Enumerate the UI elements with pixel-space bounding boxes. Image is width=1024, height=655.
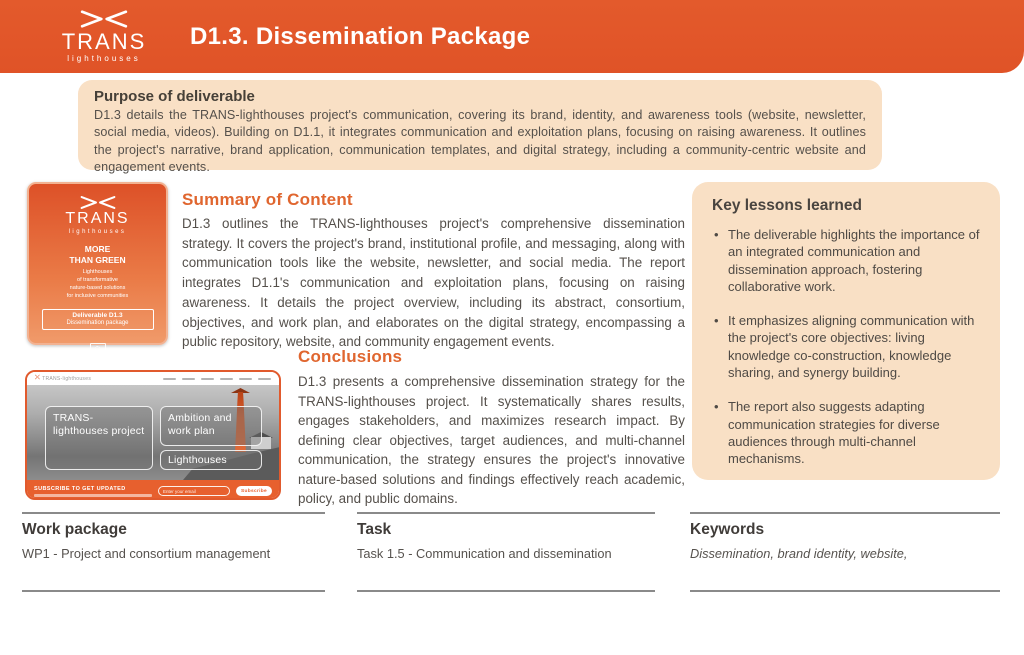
- website-nav-menu-placeholder: [163, 378, 271, 380]
- subscribe-heading: SUBSCRIBE TO GET UPDATED: [34, 485, 126, 492]
- task-value: Task 1.5 - Communication and dissemination: [357, 546, 612, 561]
- task-heading: Task: [357, 521, 392, 538]
- cover-deliverable-box: [42, 309, 154, 330]
- task-section: [357, 512, 655, 592]
- purpose-heading: Purpose of deliverable: [94, 88, 255, 105]
- work-package-value: WP1 - Project and consortium management: [22, 546, 271, 561]
- website-nav-logo: ⤫ TRANS-lighthouses: [35, 375, 92, 382]
- keywords-section: [690, 512, 1000, 592]
- trans-lighthouses-logo: [52, 9, 156, 63]
- summary-body: D1.3 outlines the TRANS-lighthouses project's comprehensive dissemination strategy. It covers the project's brand, institutional profile, and messaging, along with communication tools like the website, newsletter, and social media. The report integrates D1.1's communication and exploitation plans, focusing on raising awareness. It details the project overview, including its abstract, consortium, objectives, and work plan, and elaborates on the digital strategy, encompassing a public repository, website, and community engagement events.: [182, 216, 685, 350]
- cover-deliverable-label: Deliverable D1.3: [72, 311, 123, 319]
- cover-brand-text: TRANS: [65, 210, 130, 227]
- conclusions-body: D1.3 presents a comprehensive dissemination strategy for the TRANS-lighthouses project. It systematically shares results, engages stakeholders, and maximizes research impact. By defining clear objectives, target audiences, and multi-channel communication, the strategy ensures the project's innovative nature-based solutions and findings effectively reach academic, policy, and public domains.: [298, 374, 685, 507]
- key-lessons-panel: [692, 182, 1000, 480]
- subscribe-text-block: [34, 486, 152, 497]
- keywords-heading: Keywords: [690, 521, 765, 538]
- summary-heading: Summary of Content: [182, 190, 353, 209]
- lesson-bullet: • It emphasizes aligning communication with the project's core objectives: living knowledge co-construction, knowledge sharing, and synergy building.: [712, 312, 980, 381]
- trans-logo-icon: [75, 9, 133, 29]
- eu-flag-icon: [90, 343, 106, 354]
- website-hero: [27, 385, 279, 480]
- key-lessons-heading: Key lessons learned: [712, 197, 862, 214]
- logo-brand-text: TRANS: [61, 29, 147, 54]
- website-screenshot-thumbnail: [25, 370, 281, 500]
- page-title: D1.3. Dissemination Package: [190, 22, 531, 50]
- hero-card-lighthouses: Lighthouses: [160, 450, 262, 470]
- hero-card-ambition: Ambition and work plan: [160, 406, 262, 446]
- cover-description: Lighthouses of transformative nature-based solutions for inclusive communities: [66, 268, 129, 299]
- work-package-heading: Work package: [22, 521, 127, 538]
- work-package-section: [22, 512, 325, 592]
- logo-sub-text: lighthouses: [67, 54, 141, 64]
- lesson-bullet: • The deliverable highlights the importance of an integrated communication and dissemination approach, fostering collaborative work.: [712, 226, 980, 295]
- lesson-bullet: • The report also suggests adapting communication strategies for diverse audiences through multi-channel mechanisms.: [712, 398, 980, 467]
- cover-logo-icon: [77, 195, 119, 210]
- purpose-body: D1.3 details the TRANS-lighthouses project's communication, covering its brand, identity, and awareness tools (website, newsletter, social media, videos). Building on D1.1, it integrates communication and exploitation plans, focusing on raising awareness. It outlines the project's narrative, brand application, communication templates, and digital strategy, including a community-centric website and engagement events.: [94, 108, 866, 174]
- subscribe-button: Subscribe: [236, 486, 272, 496]
- keywords-value: Dissemination, brand identity, website,: [690, 546, 908, 561]
- website-navbar: [27, 372, 279, 385]
- website-nav-logo-mark: ⤫: [35, 375, 41, 381]
- key-lessons-list: [712, 226, 980, 467]
- deliverable-cover-thumbnail: [27, 182, 168, 345]
- header-banner: [0, 0, 1024, 73]
- cover-tagline: MORE THAN GREEN: [69, 243, 126, 265]
- email-input: Enter your email: [158, 486, 230, 496]
- subscribe-subtext-placeholder: [34, 494, 152, 497]
- hero-card-project: TRANS-lighthouses project: [45, 406, 153, 470]
- purpose-panel: [78, 80, 882, 174]
- conclusions-heading: Conclusions: [298, 347, 403, 366]
- cover-deliverable-sub: Dissemination package: [66, 319, 129, 326]
- cover-sub-text: lighthouses: [68, 228, 127, 235]
- subscribe-bar: [27, 480, 279, 500]
